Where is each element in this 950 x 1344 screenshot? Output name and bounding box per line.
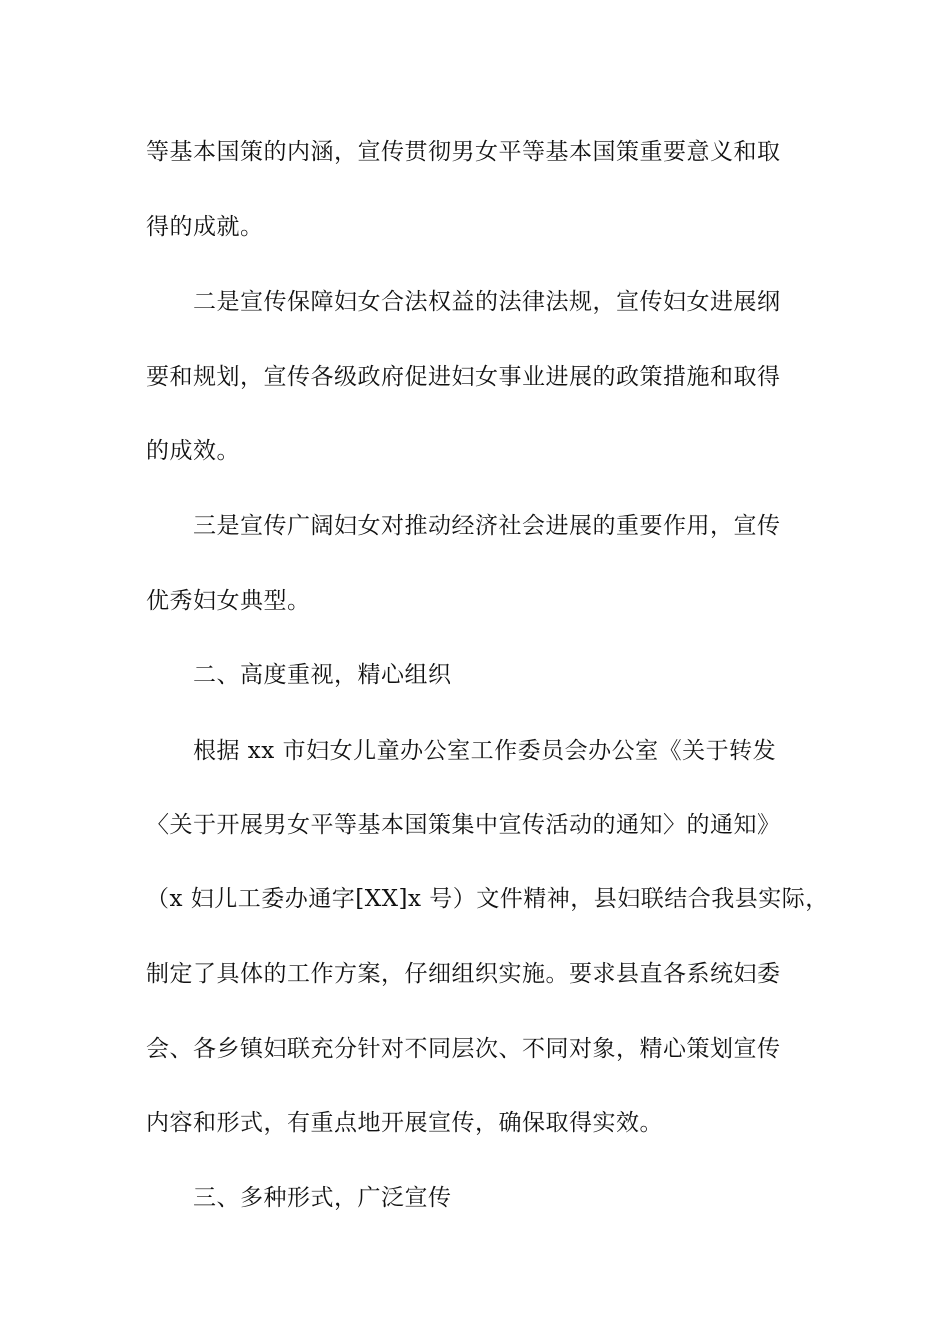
paragraph-line: 等基本国策的内涵，宣传贯彻男女平等基本国策重要意义和取 [146, 139, 781, 165]
paragraph-line: （x 妇儿工委办通字[XX]x 号）文件精神，县妇联结合我县实际， [146, 886, 829, 912]
paragraph-line: 要和规划，宣传各级政府促进妇女事业进展的政策措施和取得 [146, 364, 781, 390]
paragraph-line: 二是宣传保障妇女合法权益的法律法规，宣传妇女进展纲 [193, 289, 781, 315]
paragraph-line: 内容和形式，有重点地开展宣传，确保取得实效。 [146, 1110, 663, 1136]
section-heading: 二、高度重视，精心组织 [193, 662, 452, 688]
paragraph-line: 三是宣传广阔妇女对推动经济社会进展的重要作用，宣传 [193, 513, 781, 539]
paragraph-line: 会、各乡镇妇联充分针对不同层次、不同对象，精心策划宣传 [146, 1036, 781, 1062]
section-heading: 三、多种形式，广泛宣传 [193, 1185, 452, 1211]
paragraph-line: 〈关于开展男女平等基本国策集中宣传活动的通知〉的通知》 [146, 812, 781, 838]
paragraph-line: 优秀妇女典型。 [146, 588, 311, 614]
paragraph-line: 的成效。 [146, 438, 240, 464]
paragraph-line: 得的成就。 [146, 214, 264, 240]
paragraph-line: 制定了具体的工作方案，仔细组织实施。要求县直各系统妇委 [146, 961, 781, 987]
paragraph-line: 根据 xx 市妇女儿童办公室工作委员会办公室《关于转发 [193, 738, 777, 764]
